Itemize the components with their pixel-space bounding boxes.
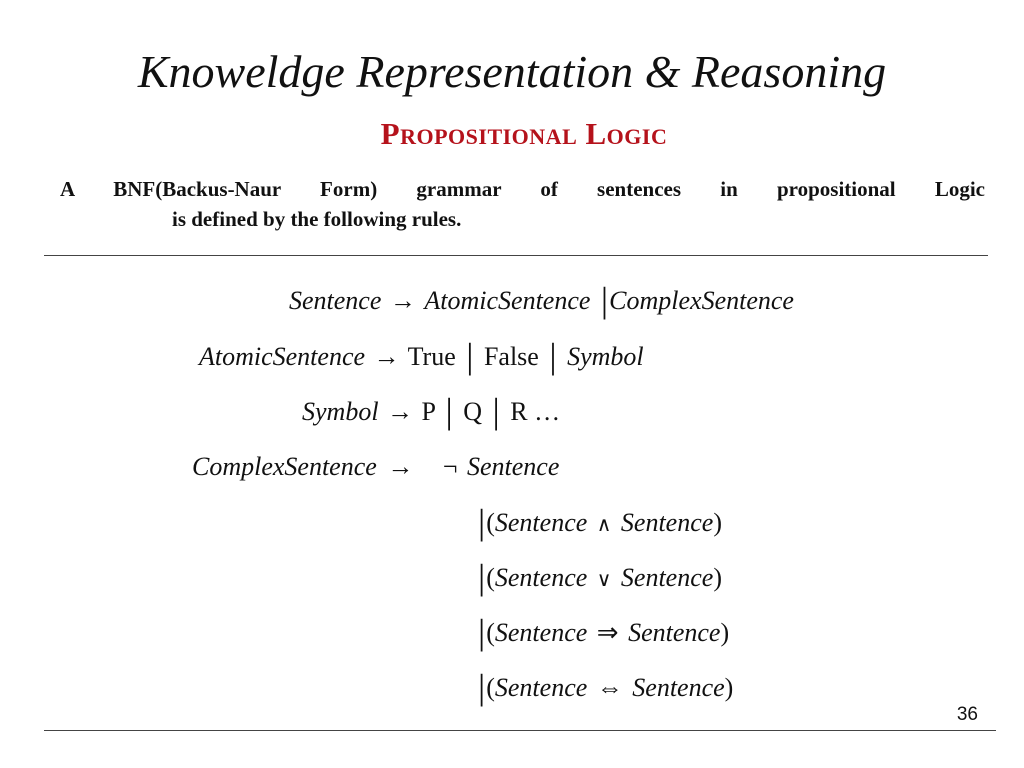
alternation-bar: |: [600, 280, 609, 320]
rule-lhs: AtomicSentence: [199, 342, 366, 371]
rule-symbol: [302, 391, 561, 431]
operand-right: Sentence: [632, 673, 725, 702]
close-paren: ): [724, 673, 734, 702]
rule-option: Sentence: [466, 452, 560, 481]
rule-option: AtomicSentence: [424, 286, 591, 315]
or-operator: ∨: [596, 569, 612, 591]
intro-line-1: A BNF(Backus-Naur Form) grammar of sentences in propositional Logic: [60, 177, 985, 201]
rule-option: R …: [510, 397, 561, 426]
implies-operator: ⇒: [596, 618, 619, 647]
operand-right: Sentence: [620, 563, 714, 592]
alternation-bar: |: [478, 612, 486, 652]
alternation-bar: |: [478, 557, 486, 597]
arrow-symbol: →: [389, 286, 416, 315]
rule-option: True: [407, 342, 456, 371]
bottom-divider: [44, 730, 996, 731]
rule-lhs: ComplexSentence: [192, 452, 377, 481]
arrow-symbol: →: [373, 342, 400, 371]
alternation-bar: |: [478, 502, 486, 542]
close-paren: ): [713, 563, 722, 592]
close-paren: ): [720, 618, 730, 647]
rule-option: P: [421, 397, 436, 426]
intro-line-2: is defined by the following rules.: [172, 207, 462, 231]
alternation-bar: |: [492, 391, 500, 431]
operand-right: Sentence: [620, 508, 714, 537]
complex-alternative-implies: [478, 612, 730, 652]
open-paren: (: [486, 618, 495, 647]
complex-alternative-or: [478, 557, 722, 597]
negation-symbol: ¬: [442, 452, 458, 481]
arrow-symbol: →: [387, 452, 414, 481]
iff-operator: ⇔: [596, 673, 623, 702]
rule-lhs: Symbol: [302, 397, 379, 426]
alternation-bar: |: [478, 667, 486, 707]
arrow-symbol: →: [387, 397, 414, 426]
rule-option: False: [483, 342, 539, 371]
complex-alternative-and: [478, 502, 722, 542]
complex-alternative-iff: [478, 667, 734, 707]
rule-complex-sentence: [192, 450, 559, 484]
close-paren: ): [713, 508, 722, 537]
alternation-bar: |: [466, 336, 474, 376]
operand-left: Sentence: [494, 563, 588, 592]
slide-title: Knoweldge Representation & Reasoning: [137, 46, 887, 97]
slide-subtitle: Propositional Logic: [380, 116, 668, 151]
rule-lhs: Sentence: [289, 286, 382, 315]
intro-paragraph: [60, 174, 985, 234]
operand-left: Sentence: [494, 673, 588, 702]
rule-option: ComplexSentence: [609, 286, 794, 315]
open-paren: (: [486, 673, 495, 702]
open-paren: (: [486, 563, 495, 592]
alternation-bar: |: [549, 336, 557, 376]
and-operator: ∧: [596, 514, 612, 536]
open-paren: (: [486, 508, 495, 537]
top-divider: [44, 255, 988, 256]
rule-option: Q: [463, 397, 483, 426]
operand-left: Sentence: [494, 618, 588, 647]
rule-sentence: [289, 280, 794, 320]
alternation-bar: |: [445, 391, 453, 431]
operand-left: Sentence: [494, 508, 588, 537]
rule-atomic-sentence: [199, 336, 644, 376]
page-number: 36: [956, 704, 978, 725]
rule-option: Symbol: [567, 342, 644, 371]
operand-right: Sentence: [628, 618, 721, 647]
